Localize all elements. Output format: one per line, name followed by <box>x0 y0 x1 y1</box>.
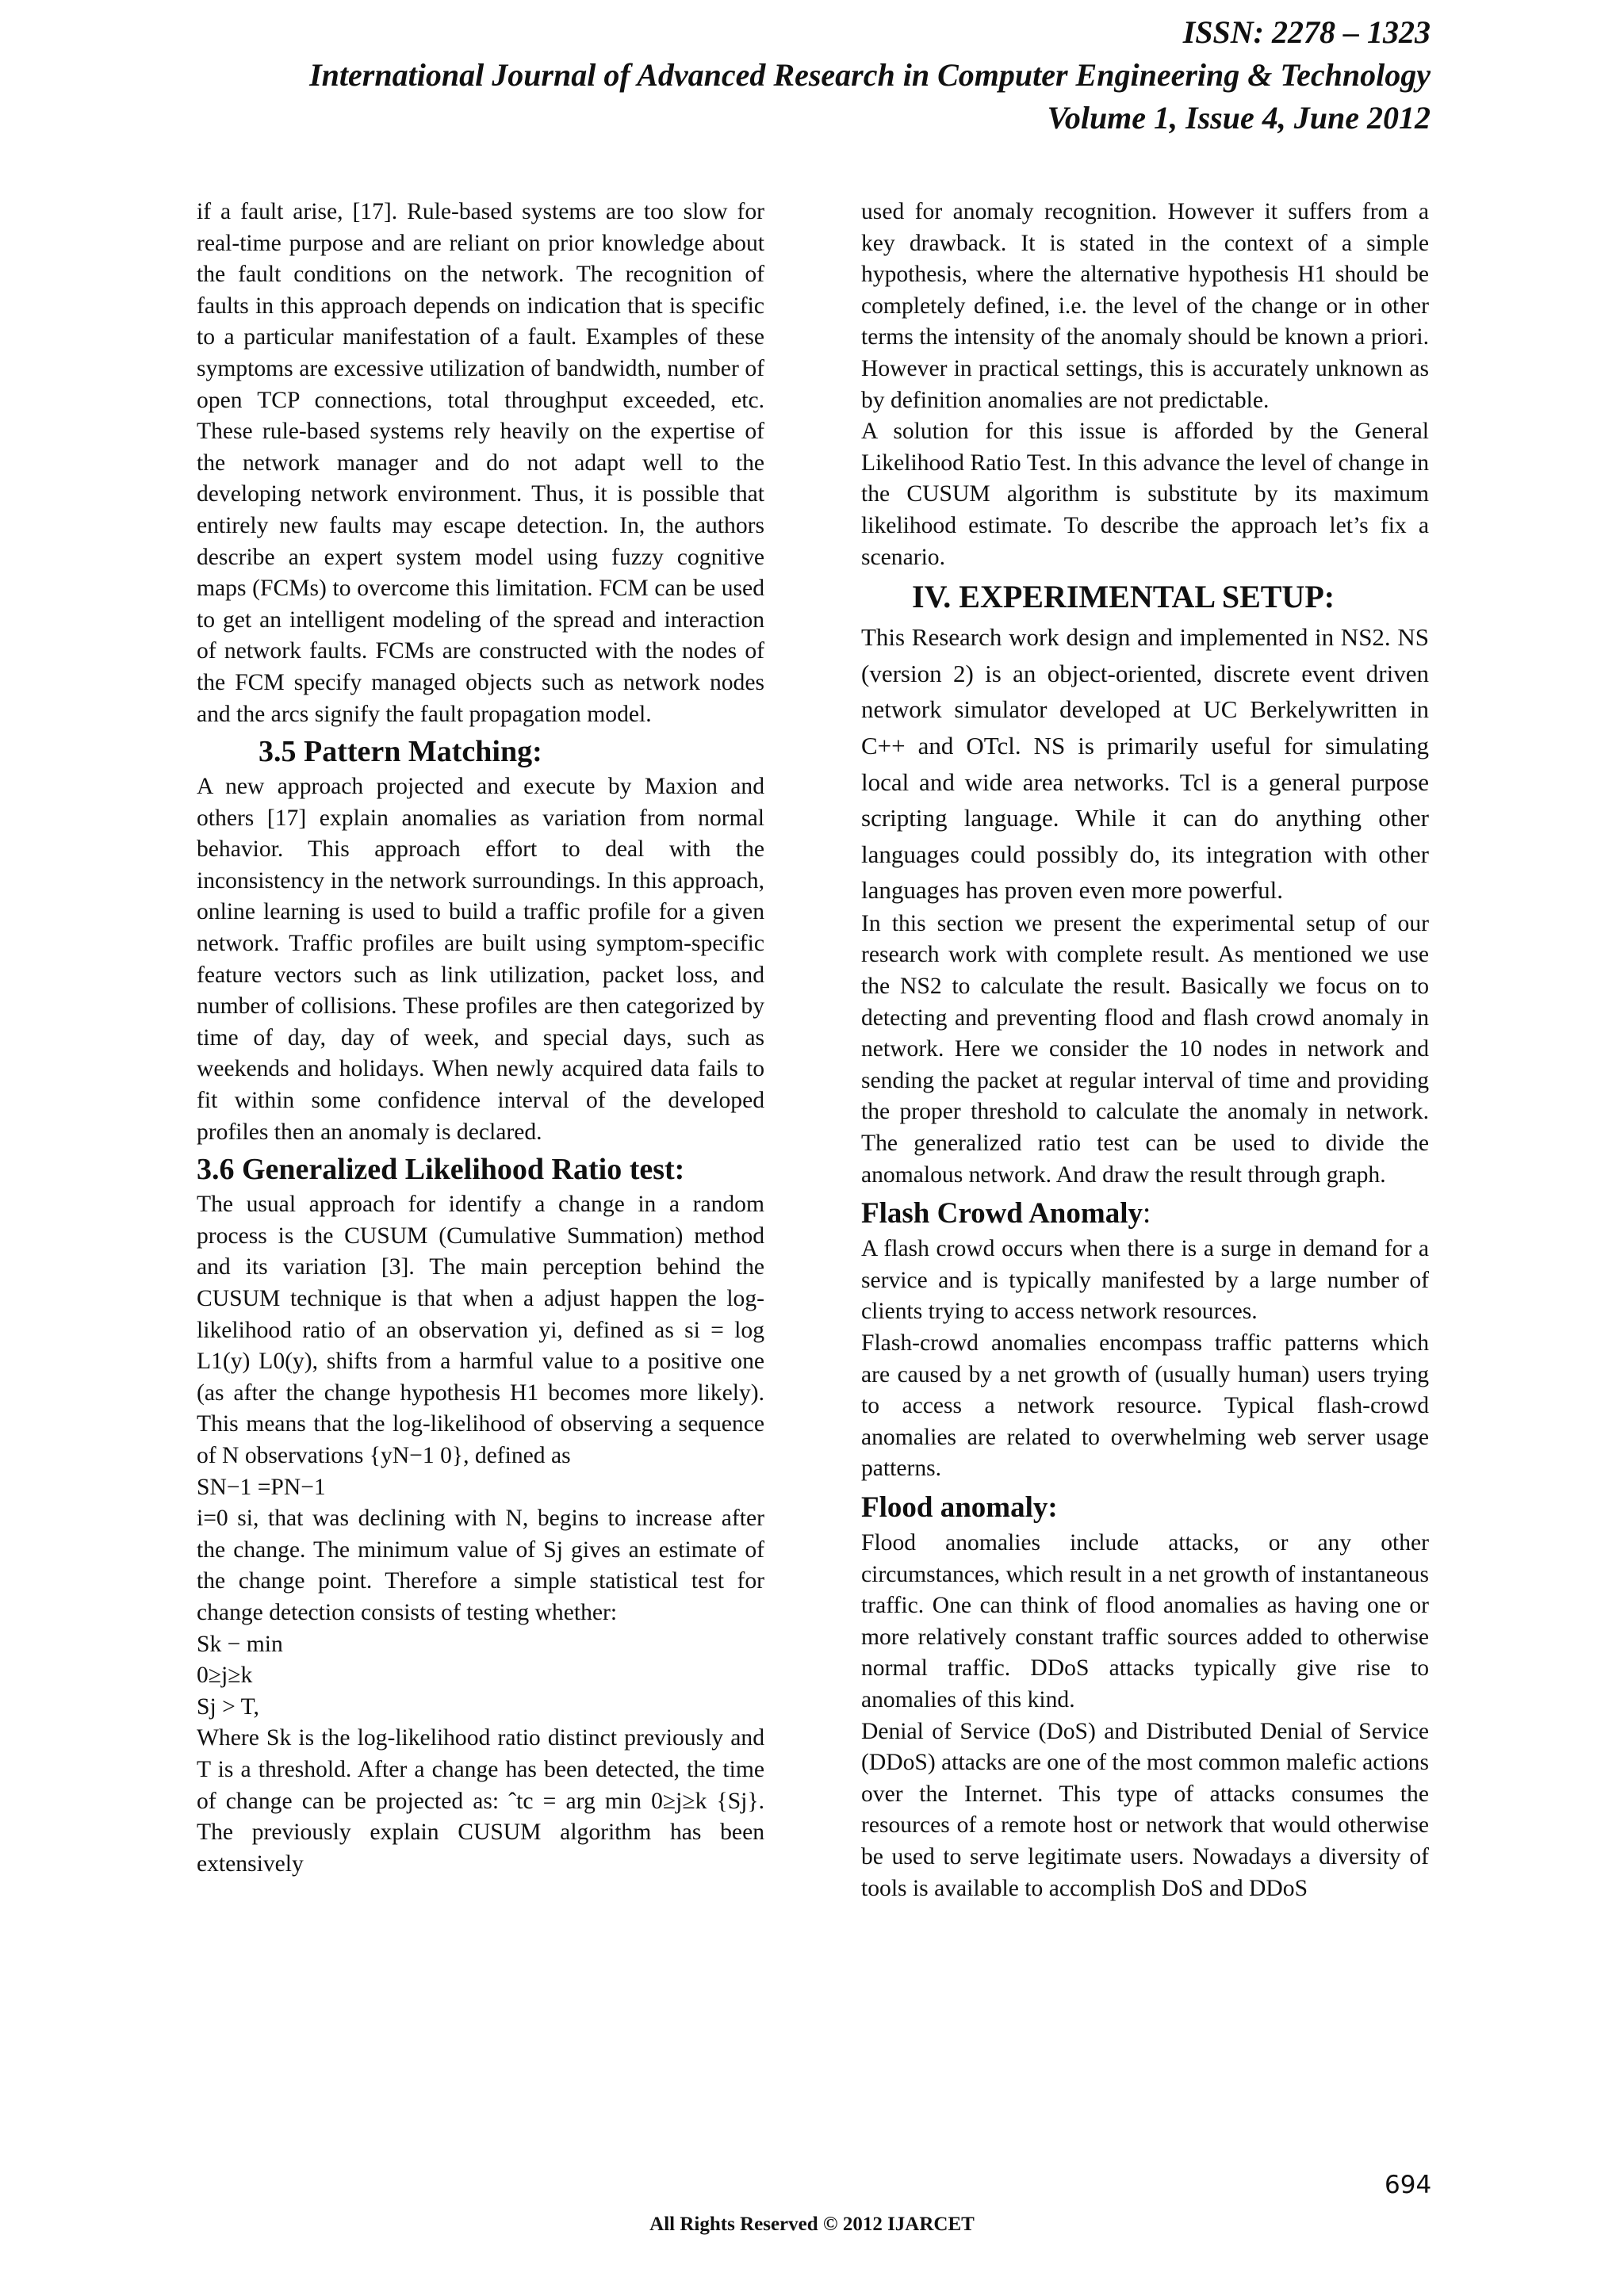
paragraph-dos: Denial of Service (DoS) and Distributed Denial of Service (DDoS) attacks are one of the most common malefic actions over the Internet. This type of attacks consumes the resources of a remote host or network that would otherwise be used to serve legitimate users. Nowadays a diversity of tools is available to accomplish DoS and DDoS <box>861 1718 1429 1901</box>
paragraph-setup: In this section we present the experimental setup of our research work with complete result. As mentioned we use the NS2 to calculate the result. Basically we focus on to detecting and preventing flood and flash crowd anomaly in network. Here we consider the 10 nodes in network and sending the packet at regular interval of time and providing the proper threshold to calculate the anomaly in network. The generalized ratio test can be used to divide the anomalous network. And draw the result through graph. <box>861 910 1429 1188</box>
subheading-colon: : <box>1143 1197 1151 1230</box>
section-heading-3-5: 3.5 Pattern Matching: <box>259 735 542 769</box>
paragraph-rule-based: if a fault arise, [17]. Rule-based systems are too slow for real-time purpose and are reliant on prior knowledge about the fault conditions on the network. The recognition of faults in this approach depends on indication that is specific to a particular manifestation of a fault. Examples of these symptoms are excessive utilization of bandwidth, number of open TCP connections, total throughput exceeded, etc. These rule-based systems rely heavily on the expertise of the network manager and do not adapt well to the developing network environment. Thus, it is possible that entirely new faults may escape detection. In, the authors describe an expert system model using fuzzy cognitive maps (FCMs) to overcome this limitation. FCM can be used to get an intelligent modeling of the spread and interaction of network faults. FCMs are constructed with the nodes of the FCM specify managed objects such as network nodes and the arcs signify the fault propagation model. <box>197 199 764 727</box>
paragraph-ns2: This Research work design and implemented in NS2. NS (version 2) is an object-oriented, discrete event driven network simulator developed at UC Berkelywritten in C++ and OTcl. NS is primarily useful for simulating local and wide area networks. Tcl is a general purpose scripting language. While it can do anything other languages could possibly do, its integration with other languages has proven even more powerful. <box>861 623 1429 905</box>
paragraph-threshold: Where Sk is the log-likelihood ratio distinct previously and T is a threshold. After a change has been detected, the time of change can be projected as: ˆtc = arg min 0≥j≥k {Sj}. The previously explain CUSUM algorithm has been extensively <box>197 1725 764 1877</box>
subheading-flash-crowd <box>861 1194 1429 1234</box>
journal-header <box>43 11 1431 140</box>
equation-line: SN−1 =PN−1 <box>197 1474 326 1500</box>
left-column <box>197 197 764 1880</box>
equation-line: Sj > T, <box>197 1693 259 1720</box>
paragraph-cusum: The usual approach for identify a change in a random process is the CUSUM (Cumulative Summation) method and its variation [3]. The main perception behind the CUSUM technique is that when a adjust happen the log-likelihood ratio of an observation yi, defined as si = log L1(y) L0(y), shifts from a harmful value to a positive one (as after the change hypothesis H1 becomes more likely). This means that the log-likelihood of observing a sequence of N observations {yN−1 0}, defined as <box>197 1192 764 1468</box>
issn: ISSN: 2278 – 1323 <box>1182 14 1431 50</box>
subheading-flood: Flood anomaly: <box>861 1490 1058 1524</box>
section-heading-experimental: IV. EXPERIMENTAL SETUP: <box>912 579 1335 615</box>
paragraph-cusum-continued: i=0 si, that was declining with N, begins to increase after the change. The minimum value of Sj gives an estimate of the change point. Therefore a simple statistical test for change detection consists of testing whether: <box>197 1506 764 1625</box>
paragraph-flood: Flood anomalies include attacks, or any other circumstances, which result in a net growth of instantaneous traffic. One can think of flood anomalies as having one or more relatively constant traffic sources added to otherwise normal traffic. DDoS attacks typically give rise to anomalies of this kind. <box>861 1529 1429 1712</box>
volume-issue: Volume 1, Issue 4, June 2012 <box>1047 100 1431 136</box>
equation-line: Sk − min <box>197 1631 283 1657</box>
journal-title: International Journal of Advanced Research in Computer Engineering & Technology <box>309 57 1431 93</box>
right-column <box>861 197 1429 1904</box>
page-number: 694 <box>1385 2171 1432 2199</box>
copyright-footer: All Rights Reserved © 2012 IJARCET <box>649 2214 975 2235</box>
paragraph-cusum-drawback: used for anomaly recognition. However it suffers from a key drawback. It is stated in the context of a simple hypothesis, where the alternative hypothesis H1 should be completely defined, i.e. the level of the change or in other terms the intensity of the anomaly should be known a priori. However in practical settings, this is accurately unknown as by definition anomalies are not predictable. <box>861 199 1429 413</box>
paragraph-glrt: A solution for this issue is afforded by the General Likelihood Ratio Test. In this advance the level of change in the CUSUM algorithm is substitute by its maximum likelihood estimate. To describe the approach let’s fix a scenario. <box>861 419 1429 570</box>
subheading-flash-crowd-text: Flash Crowd Anomaly <box>861 1197 1143 1230</box>
paragraph-pattern-matching: A new approach projected and execute by Maxion and others [17] explain anomalies as variation from normal behavior. This approach effort to deal with the inconsistency in the network surroundings. In this approach, online learning is used to build a traffic profile for a given network. Traffic profiles are built using symptom-specific feature vectors such as link utilization, packet loss, and number of collisions. These profiles are then categorized by time of day, day of week, and special days, such as weekends and holidays. When newly acquired data fails to fit within some confidence interval of the developed profiles then an anomaly is declared. <box>197 774 764 1145</box>
section-heading-3-6: 3.6 Generalized Likelihood Ratio test: <box>197 1153 685 1187</box>
equation-line: 0≥j≥k <box>197 1663 253 1689</box>
paragraph-flash-crowd: A flash crowd occurs when there is a surge in demand for a service and is typically manifested by a large number of clients trying to access network resources. <box>861 1236 1429 1325</box>
paragraph-flash-crowd-patterns: Flash-crowd anomalies encompass traffic patterns which are caused by a net growth of (usually human) users trying to access a network resource. Typical flash-crowd anomalies are related to overwhelming web server usage patterns. <box>861 1330 1429 1482</box>
